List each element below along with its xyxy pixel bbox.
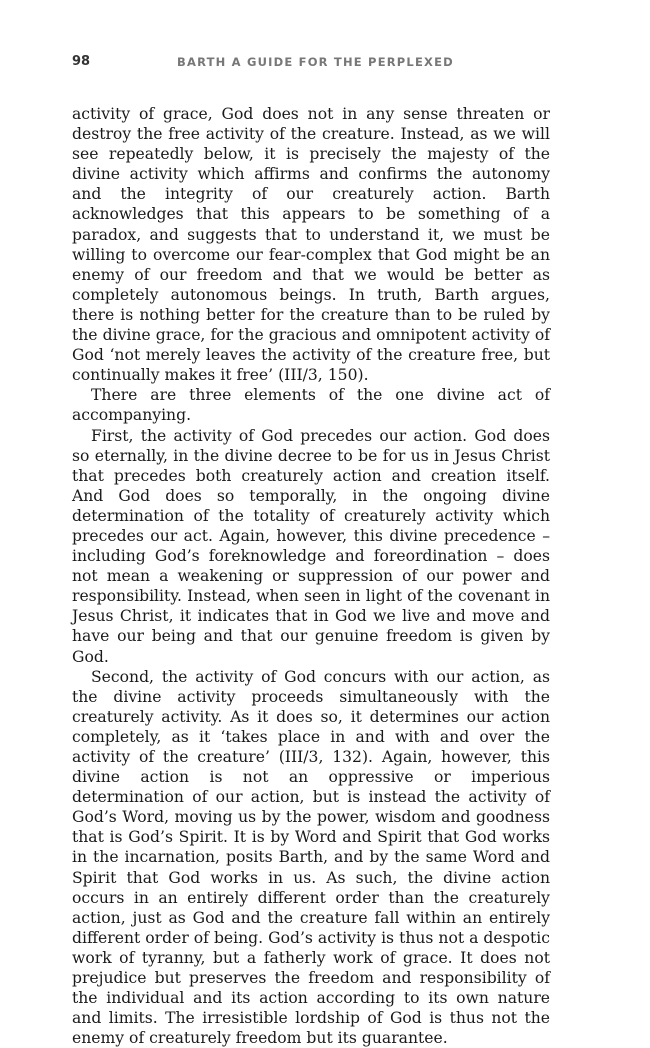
paragraph-three-elements: There are three elements of the one divine act of accompanying. — [72, 386, 550, 425]
paragraph-second: Second, the activity of God concurs with our action, as the divine activity proceeds simultaneously with the creaturely activity. As it does so, it determines our action completely, as it ‘takes place in and with and over the activity of the creature’ (III/3, 132). Again, however, this divine action is not an oppressive or imperious determination of our action, but is instead the activity of God’s Word, moving us by the power, wisdom and goodness that is God’s Spirit. It is by Word and Spirit that God works in the incarnation, posits Barth, and by the same Word and Spirit that God works in us. As such, the divine action occurs in an entirely different order than the creaturely action, just as God and the creature fall within an entirely different order of being. God’s activity is thus not a despotic work of tyranny, but a fatherly work of grace. It does not prejudice but preserves the freedom and responsibility of the individual and its action according to its own nature and limits. The irresistible lordship of God is thus not the enemy of creaturely freedom but its guarantee. — [72, 667, 550, 1048]
running-head — [72, 54, 552, 74]
book-title: BARTH A GUIDE FOR THE PERPLEXED — [177, 55, 454, 69]
paragraph-continuation: activity of grace, God does not in any sense threaten or destroy the free activity of the creature. Instead, as we will see repeatedly below, it is precisely the majesty of the divine activity which affirms and confirms the autonomy and the integrity of our creaturely action. Barth acknowledges that this appears to be something of a paradox, and suggests that to understand it, we must be willing to overcome our fear-complex that God might be an enemy of our freedom and that we would be better as completely autonomous beings. In truth, Barth argues, there is nothing better for the creature than to be ruled by the divine grace, for the gracious and omnipotent activity of God ‘not merely leaves the activity of the creature free, but continually makes it free’ (III/3, 150). — [72, 105, 550, 385]
body-text — [72, 104, 550, 1048]
page-number: 98 — [72, 54, 91, 69]
paragraph-first: First, the activity of God precedes our action. God does so eternally, in the divine decree to be for us in Jesus Christ that precedes both creaturely action and creation itself. And God does so temporally, in the ongoing divine determination of the totality of creaturely activity which precedes our act. Again, however, this divine precedence – including God’s foreknowledge and foreordination – does not mean a weakening or suppression of our power and responsibility. Instead, when seen in light of the covenant in Jesus Christ, it indicates that in God we live and move and have our being and that our genuine freedom is given by God. — [72, 426, 550, 666]
